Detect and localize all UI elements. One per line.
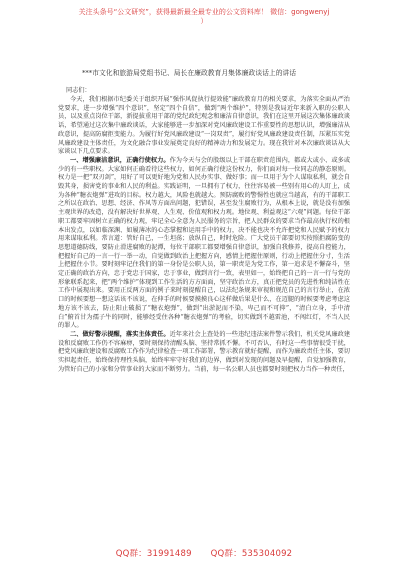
section-1-heading: 一、增强廉洁意识，正确行使权力。 xyxy=(70,156,170,164)
section-2-heading: 二、做好警示提醒，落实主体责任。 xyxy=(70,330,170,338)
footer-qq-1: QQ群：31991489 xyxy=(115,549,192,559)
footer-contact xyxy=(0,548,408,560)
promo-banner xyxy=(0,8,408,26)
paragraph-section-1 xyxy=(58,157,350,331)
salutation: 同志们： xyxy=(66,87,91,94)
banner-line-2: ） xyxy=(200,17,208,25)
section-1-text: 作为今天与会的股级以上干部在职责范围内，都或大或小、或多或少的有一些职权。大家如何正确看待这些权力，如何正确行使这份权力，你们面对每一位同志的静态原则。权力是一把“双刃剑”，用好了可以更好地为党和人民办实事、做好事；而一旦用于为个人谋取私利，就会自毁其身，损害党的事业和人民的利益。实践证明，一旦拥有了权力，往往容易被一些别有用心的人盯上，成为各种“糖衣炮弹”进攻的目标。权力越大，风险也就越大。预防腐败的警惕性也就应当越高，有的干部职工之所以在政治、思想、经济、作风等方面出问题，犯错误，甚至发生腐败行为，从根本上说，就是没有加强主观世界的改造，没有解决好世界观、人生观、价值观和权力观。地位观、利益观这“六观”问题。每位干部职工都要牢固树立正确的权力观，牢记全心全意为人民服务的宗旨，把人民群众的要求当作最高执行权的根本出发点，以如临深渊、如履薄冰的心态掌握和运用手中的权力，决不能也决不允许把党和人民赋予的权力用来谋取私利。常言道：管好自己，一生坦荡；放纵自己，时时危险。广大党员干部要切实按照拒腐防变的思想道德防线，要防止滑进腐败的泥潭，每位干部职工都要增强自律意识，加强自我修养，提高自控能力，把握好自己的一言一行一举一动，自觉做到政治上把握方向，感情上把握住原则，行动上把握住分寸，生活上把握住小节。要时刻牢记住我们的第一身份是公职人员，第一职责是为党工作，第一追求是不懈奋斗，坚定正确的政治方向，忠于党忠于国家，忠于事业，做到言行一致，表里如一，始终把自己的一言一行与党的形象联系起来，把“两个维护”体现到工作生活的方方面面，坚守政治立方，真正把党员的先进性和纯洁性在工作中展现出来。要用正反两方面的例子来时刻提醒自己，以法纪条规来审视和规范自己的言行举止，在浓口的时候要想一想这话该不该说，在伸手的时候要摸摸良心这样做后果是什么，在迈腿的时候要考虑考虑这地方该不该去，防止阳止破损了“糖衣炮弹”，做到“出淤泥而不染，卑己而不可抑”，“清白立身，手中清白”俯首甘为孺子牛的同时，能够经受住各种“糖衣炮弹”的考验，切实做到不越雷池，不闯红灯，不当人民的罪人。 xyxy=(58,156,351,330)
banner-line-1: 关注头条号“公文研究”，获得最新最全最专业的公文资料库！ 微信：gongwenyj xyxy=(78,8,330,16)
paragraph-text: 今天，我们根据市纪委关于组织开展“强作风促执行提效能”廉政教育月的相关要求，为落实全面从严治党要求，进一步增强“四个意识”，坚定“四个自信”，做到“两个维护”，特别是我局近年来新入职的公职人员，以及重点岗位干部，新提拔重用干部的党纪政纪观念和廉洁自律意识，我们在这里开展这次集体廉政谈话，希望通过这次集中廉政谈话，大家能够进一步加深对党风廉政建设工作重要性的思想认识，增强廉洁从政意识，提高防腐拒变能力。为履行好党风廉政建设“一岗双责”，履行好党风廉政建设责任制，压紧压实党风廉政建设主体责任，为文化融合事业发展奠定良好的精神动力和发展定力。现在我针对本次廉政谈话从大家谈以下几点要求。 xyxy=(58,96,350,156)
footer-qq-2: QQ群：535304092 xyxy=(210,549,293,559)
section-2-text: 近年来社会上查处的一些违纪违法案件警示我们，机关党风廉政建设和反腐败工作仍不容麻痹，要时刻保持清醒头脑、坚持常抓不懈。不可否认，有时这一些事情很受干扰，把党风廉政建设和反腐败工作作为纪律检查一项工作部署，警示教育就好提醒，而作为廉政责任主体，要切实担起责任，始终保持理性头脑，始终牢牢守好我们的边界，做到对发现的问题及早提醒，自觉加强教育，为管好自己的小家和分管事业的大家而不断努力。当前，每一名公职人员也都要时刻把权力当作一种责任， xyxy=(58,330,351,373)
document-body xyxy=(58,68,350,375)
document-title: ***市文化和旅游局党组书记、局长在廉政教育月集体廉政谈话上的讲话 xyxy=(82,69,297,77)
paragraph-intro xyxy=(58,96,350,157)
paragraph-section-2 xyxy=(58,331,350,375)
